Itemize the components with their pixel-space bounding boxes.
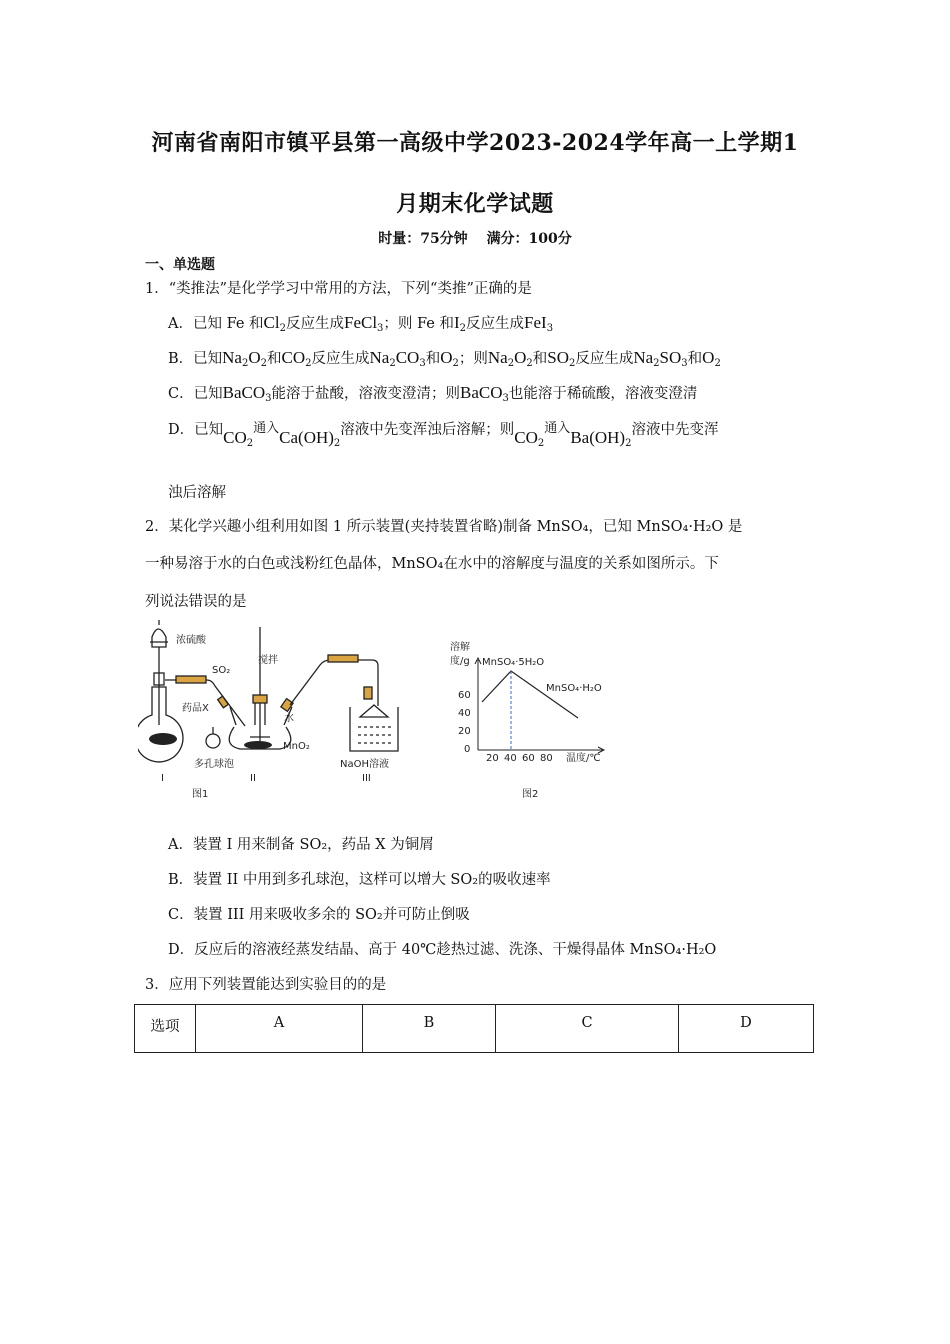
q2-option-d: D．反应后的溶液经蒸发结晶、高于 40℃趁热过滤、洗涤、干燥得晶体 MnSO₄·H₂O bbox=[168, 942, 717, 958]
q1-stem: 1．“类推法”是化学学习中常用的方法，下列“类推”正确的是 bbox=[145, 281, 532, 297]
page-title-line2: 月期末化学试题 bbox=[396, 191, 554, 217]
series-label-5h2o: MnSO₄·5H₂O bbox=[482, 657, 545, 668]
label-naoh: NaOH溶液 bbox=[340, 759, 389, 770]
series-label-h2o: MnSO₄·H₂O bbox=[546, 683, 602, 694]
table-header-a: A bbox=[196, 1005, 363, 1053]
label-acid: 浓硫酸 bbox=[176, 635, 206, 646]
q2-option-a: A．装置 I 用来制备 SO₂，药品 X 为铜屑 bbox=[168, 837, 434, 853]
figure2-caption: 图2 bbox=[522, 789, 539, 800]
y-tick-60: 60 bbox=[458, 690, 471, 701]
table-header-c: C bbox=[496, 1005, 679, 1053]
x-axis-label: 温度/℃ bbox=[566, 753, 601, 764]
label-mno2: MnO₂ bbox=[283, 741, 310, 752]
q2-option-b: B．装置 II 中用到多孔球泡，这样可以增大 SO₂的吸收速率 bbox=[168, 872, 551, 888]
q3-stem: 3．应用下列装置能达到实验目的的是 bbox=[145, 977, 387, 993]
table-header-b: B bbox=[363, 1005, 496, 1053]
x-tick-60: 60 bbox=[522, 753, 535, 764]
y-axis-label-2: 度/g bbox=[450, 656, 470, 667]
q1-option-d-continuation: 浊后溶解 bbox=[168, 485, 226, 501]
exam-time: 时量：75分钟 bbox=[378, 231, 468, 247]
y-axis-label-1: 溶解 bbox=[450, 642, 470, 653]
x-tick-80: 80 bbox=[540, 753, 553, 764]
x-tick-40: 40 bbox=[504, 753, 517, 764]
page-title-line1: 河南省南阳市镇平县第一高级中学2023-2024学年高一上学期1 bbox=[151, 130, 799, 156]
q2-stem-line1: 2．某化学兴趣小组利用如图 1 所示装置(夹持装置省略)制备 MnSO₄，已知 MnSO₄·H₂O 是 bbox=[145, 519, 743, 535]
label-bubbler: 多孔球泡 bbox=[194, 759, 234, 770]
exam-info bbox=[0, 228, 950, 248]
table-header-d: D bbox=[679, 1005, 814, 1053]
q1-option-b: B．已知$Na_2O_2$和$CO_2$反应生成$Na_2CO_3$和$O_2$；则$Na_2O_2$和$SO_2$反应生成$Na_2SO_3$和$O_2$ bbox=[168, 348, 721, 369]
label-so2: SO₂ bbox=[212, 665, 231, 676]
q2-stem-line3: 列说法错误的是 bbox=[145, 594, 247, 610]
table-row bbox=[135, 1005, 814, 1053]
y-tick-40: 40 bbox=[458, 708, 471, 719]
apparatus-figure bbox=[138, 615, 418, 805]
y-tick-0: 0 bbox=[464, 744, 471, 755]
q1-option-a: A．已知 Fe 和$Cl_2$反应生成FeCl$_3$；则 Fe 和$I_2$反应生成FeI$_3$ bbox=[168, 313, 554, 334]
label-apparatus-2: II bbox=[250, 773, 256, 784]
section-heading: 一、单选题 bbox=[145, 257, 215, 273]
options-table bbox=[134, 1004, 814, 1053]
figure1-caption: 图1 bbox=[192, 789, 209, 800]
q1-option-d: D．已知$CO_2$通入$Ca(OH)_2$溶液中先变浑浊后溶解；则$CO_2$通入$Ba(OH)_2$溶液中先变浑 bbox=[168, 421, 719, 449]
y-tick-20: 20 bbox=[458, 726, 471, 737]
exam-score: 满分：100分 bbox=[486, 231, 572, 247]
label-reagent-x: 药品X bbox=[182, 703, 209, 714]
label-apparatus-3: III bbox=[362, 773, 371, 784]
table-header-option: 选项 bbox=[135, 1005, 196, 1053]
q2-stem-line2: 一种易溶于水的白色或浅粉红色晶体，MnSO₄在水中的溶解度与温度的关系如图所示。下 bbox=[145, 556, 719, 572]
label-apparatus-1: I bbox=[161, 773, 164, 784]
q2-option-c: C．装置 III 用来吸收多余的 SO₂并可防止倒吸 bbox=[168, 907, 470, 923]
label-water: 水 bbox=[284, 713, 294, 724]
label-stir: 搅拌 bbox=[258, 655, 278, 666]
x-tick-20: 20 bbox=[486, 753, 499, 764]
solubility-figure bbox=[440, 640, 620, 805]
q1-option-c: C．已知BaCO$_3$能溶于盐酸，溶液变澄清；则BaCO$_3$也能溶于稀硫酸，溶液变澄清 bbox=[168, 383, 698, 404]
